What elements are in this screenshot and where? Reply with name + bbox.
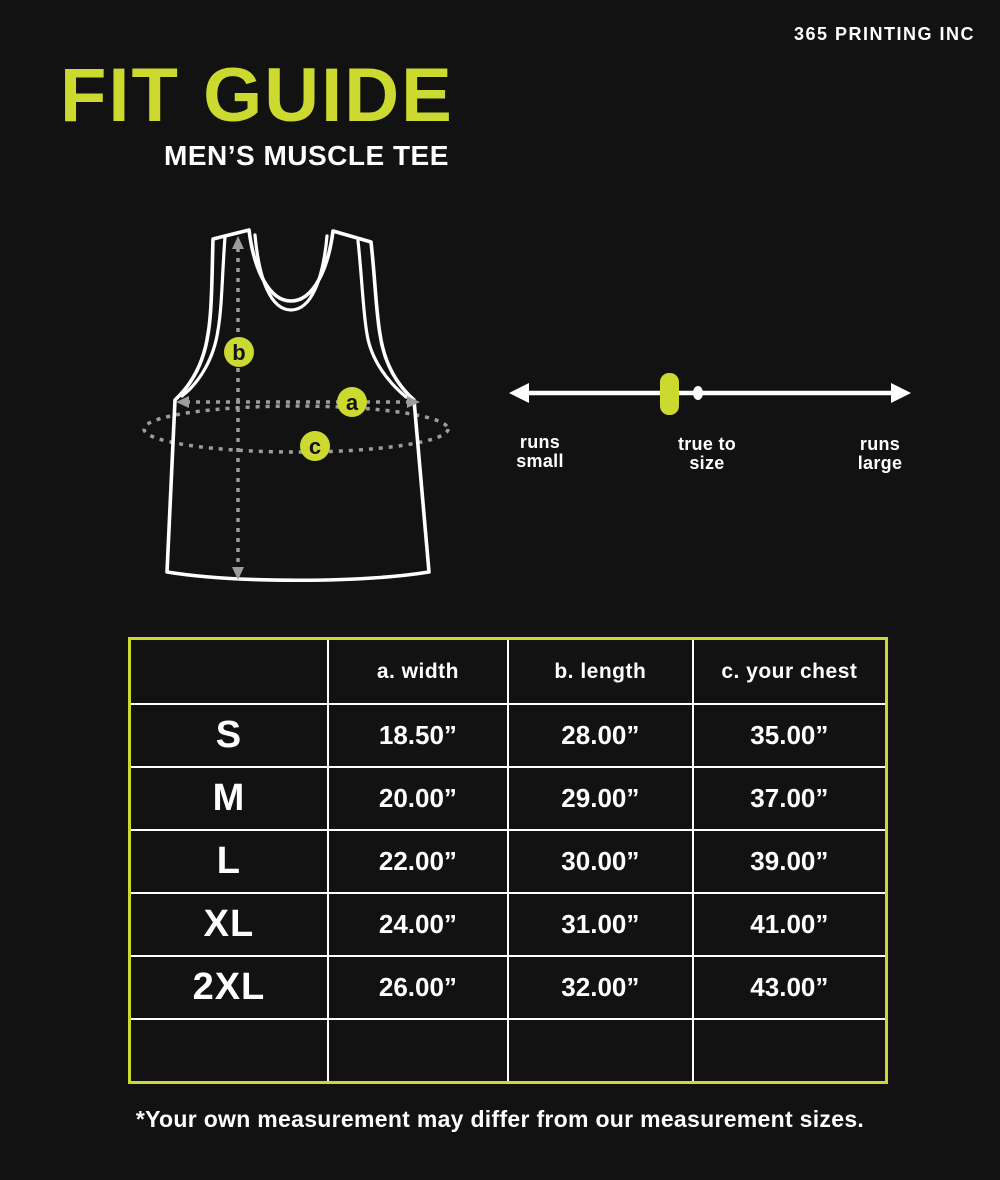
armhole-seam-left (182, 237, 225, 396)
size-label (130, 1019, 328, 1083)
table-row-m (130, 767, 887, 830)
scale-label-line: large (857, 453, 903, 473)
chest-value: 43.00” (693, 956, 887, 1019)
width-value: 26.00” (328, 956, 508, 1019)
page-subtitle: MEN’S MUSCLE TEE (164, 140, 449, 171)
header-size (130, 639, 328, 705)
brand-text: 365 PRINTING INC (793, 24, 975, 44)
page-title: FIT GUIDE (60, 53, 454, 138)
scale-label-line: runs (519, 432, 561, 452)
length-value: 29.00” (508, 767, 693, 830)
scale-arrow-left (509, 383, 529, 403)
muscle-tee-diagram (130, 222, 470, 600)
table-row-xl (130, 893, 887, 956)
length-value: 32.00” (508, 956, 693, 1019)
chest-value: 41.00” (693, 893, 887, 956)
armhole-seam-right (358, 241, 406, 397)
size-table-header-row (130, 639, 887, 705)
marker-b-label: b (232, 340, 246, 365)
scale-arrow-right (891, 383, 911, 403)
collar-inner-line (255, 235, 327, 310)
table-row-s (130, 704, 887, 767)
length-value: 28.00” (508, 704, 693, 767)
true-to-size-indicator (660, 373, 679, 415)
width-value: 18.50” (328, 704, 508, 767)
marker-a-label: a (345, 390, 359, 415)
header-width: a. width (328, 639, 508, 705)
scale-label-line: runs (859, 434, 901, 454)
scale-label-line: size (689, 453, 725, 473)
width-value: 22.00” (328, 830, 508, 893)
scale-label-line: true to (677, 434, 737, 454)
marker-c-label: c (308, 434, 322, 459)
table-row-empty (130, 1019, 887, 1083)
chest-value (693, 1019, 887, 1083)
header-length: b. length (508, 639, 693, 705)
table-row-l (130, 830, 887, 893)
length-value: 31.00” (508, 893, 693, 956)
size-label: XL (130, 893, 328, 956)
scale-label-runs-small (500, 433, 580, 471)
scale-label-line: small (516, 451, 564, 471)
table-row-2xl (130, 956, 887, 1019)
size-label: 2XL (130, 956, 328, 1019)
length-arrow-up (232, 236, 244, 249)
size-label: M (130, 767, 328, 830)
marker-c (300, 431, 330, 461)
chest-value: 37.00” (693, 767, 887, 830)
size-label: L (130, 830, 328, 893)
length-value: 30.00” (508, 830, 693, 893)
fit-scale (505, 368, 915, 424)
marker-b (224, 337, 254, 367)
chest-value: 39.00” (693, 830, 887, 893)
size-label: S (130, 704, 328, 767)
chest-value: 35.00” (693, 704, 887, 767)
size-table (128, 637, 888, 1084)
marker-a (337, 387, 367, 417)
width-value: 20.00” (328, 767, 508, 830)
header-chest: c. your chest (693, 639, 887, 705)
width-value: 24.00” (328, 893, 508, 956)
footnote: *Your own measurement may differ from our measurement sizes. (135, 1106, 865, 1132)
scale-label-runs-large (840, 435, 920, 473)
length-value (508, 1019, 693, 1083)
width-value (328, 1019, 508, 1083)
scale-label-true-to-size (657, 435, 757, 473)
chest-ellipse-line (144, 406, 448, 452)
scale-dot (693, 386, 703, 400)
